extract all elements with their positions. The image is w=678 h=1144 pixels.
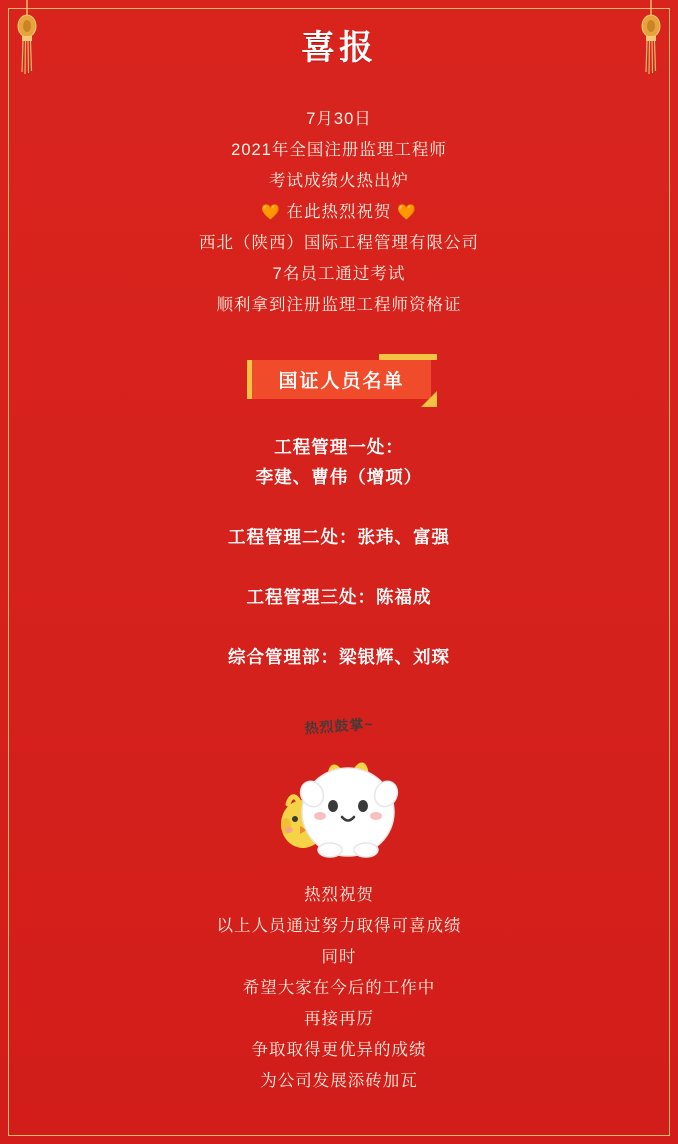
department-group-3 xyxy=(0,582,678,612)
department-4-title: 综合管理部：梁银辉、刘琛 xyxy=(228,647,450,667)
outro-text-block xyxy=(0,880,678,1097)
department-group-4 xyxy=(0,642,678,672)
heart-icon-right: 🧡 xyxy=(397,204,417,221)
outro-line-4: 希望大家在今后的工作中 xyxy=(242,979,436,997)
banner-corner-triangle xyxy=(421,391,437,407)
intro-text-block xyxy=(0,104,678,321)
outro-line-2: 以上人员通过努力取得可喜成绩 xyxy=(216,917,462,935)
outro-line-6: 争取取得更优异的成绩 xyxy=(251,1041,427,1059)
section-banner-label xyxy=(247,360,430,399)
honoree-list xyxy=(0,432,678,672)
intro-line-date: 7月30日 xyxy=(306,110,372,128)
applause-sticker xyxy=(0,716,678,866)
intro-line-exam-year: 2021年全国注册监理工程师 xyxy=(231,141,447,159)
department-2-title: 工程管理二处：张玮、富强 xyxy=(228,527,450,547)
outro-line-3: 同时 xyxy=(321,948,357,966)
outro-line-1: 热烈祝贺 xyxy=(304,886,374,904)
heart-icon-left: 🧡 xyxy=(261,204,281,221)
intro-line-results: 考试成绩火热出炉 xyxy=(269,172,409,190)
intro-line-congrats xyxy=(0,197,678,228)
intro-congrats-text: 在此热烈祝贺 xyxy=(286,203,392,221)
intro-line-count: 7名员工通过考试 xyxy=(272,265,406,283)
section-banner-text: 国证人员名单 xyxy=(278,371,405,392)
intro-line-company: 西北（陕西）国际工程管理有限公司 xyxy=(199,234,479,252)
banner-accent-bar xyxy=(379,354,437,360)
page-title: 喜报 xyxy=(301,29,377,67)
department-group-2 xyxy=(0,522,678,552)
department-1-title: 工程管理一处： xyxy=(274,437,404,457)
department-1-names: 李建、曹伟（增项） xyxy=(255,467,423,487)
intro-line-certificate: 顺利拿到注册监理工程师资格证 xyxy=(216,296,462,314)
outro-line-7: 为公司发展添砖加瓦 xyxy=(260,1072,418,1090)
department-group-1 xyxy=(0,432,678,492)
department-3-title: 工程管理三处：陈福成 xyxy=(246,587,432,607)
sticker-caption: 热烈鼓掌~ xyxy=(303,715,375,737)
outro-line-5: 再接再厉 xyxy=(304,1010,374,1028)
section-banner xyxy=(0,360,678,400)
